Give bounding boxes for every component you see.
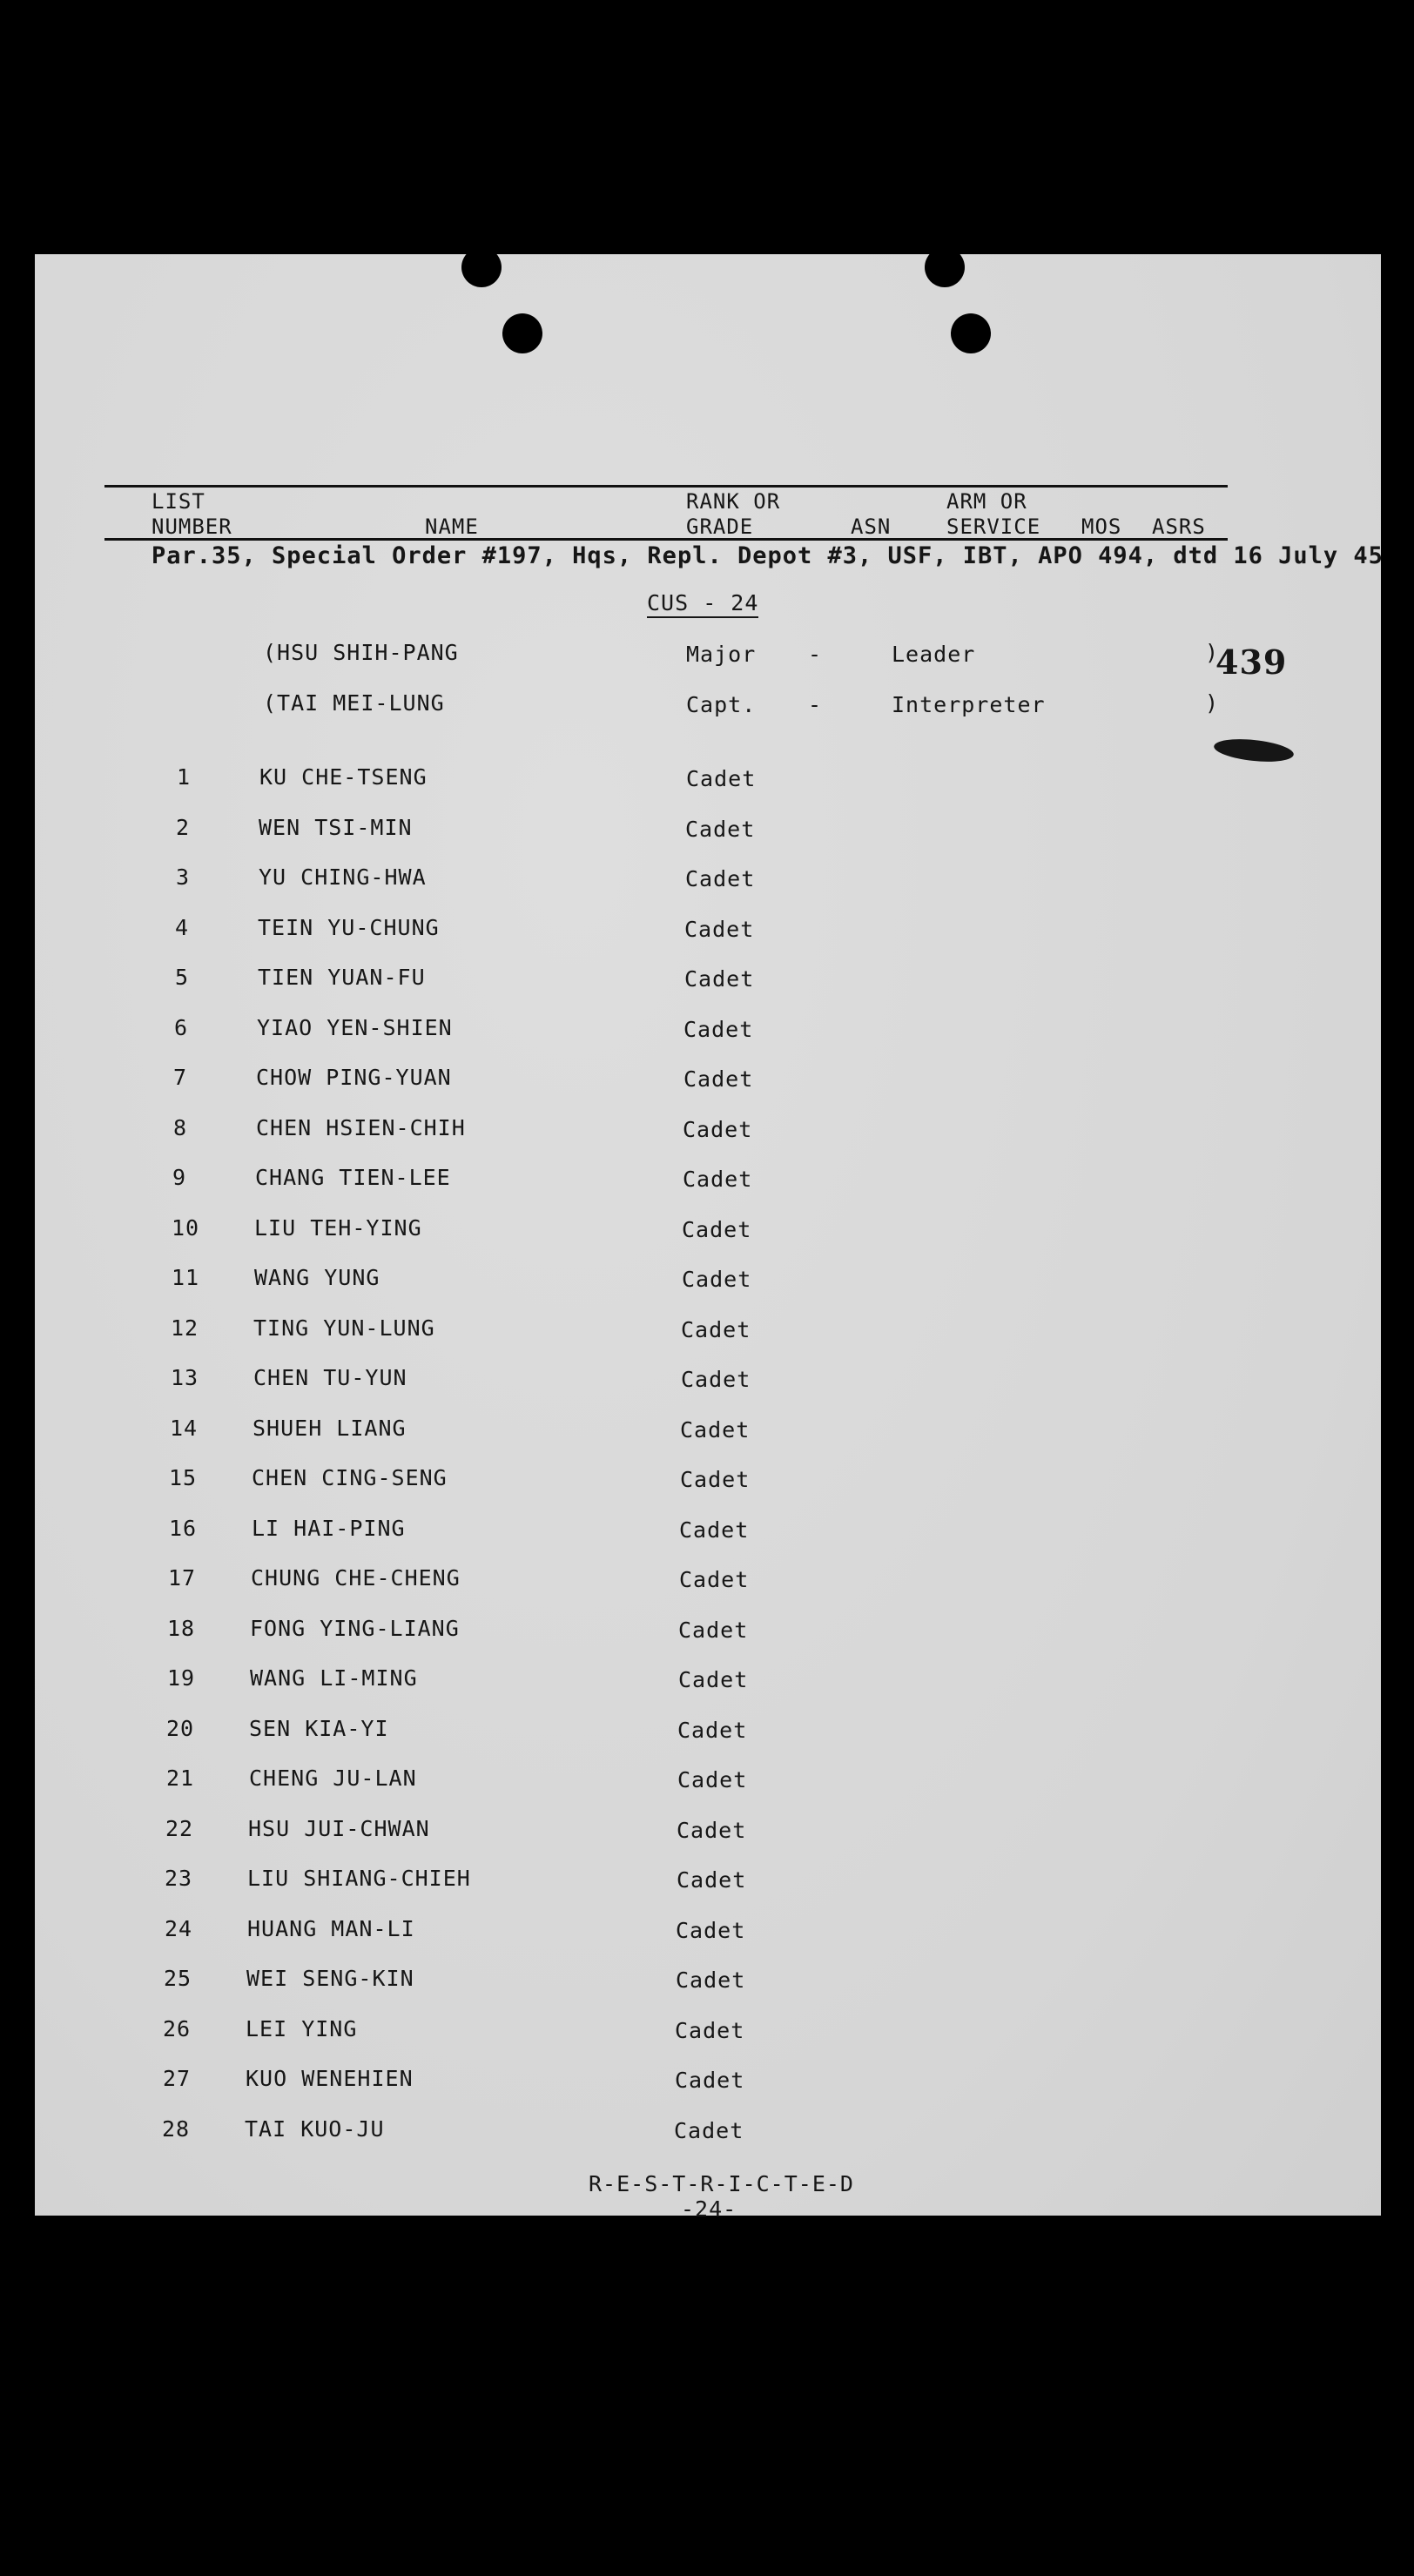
rank: Cadet bbox=[683, 1167, 753, 1192]
list-number: 25 bbox=[164, 1966, 192, 1991]
rank: Cadet bbox=[685, 866, 756, 891]
punch-hole-right-top bbox=[925, 247, 965, 287]
group-code: CUS - 24 bbox=[647, 590, 758, 618]
rank: Cadet bbox=[679, 1517, 750, 1543]
rank: Cadet bbox=[682, 1216, 752, 1242]
list-number: 11 bbox=[172, 1265, 200, 1290]
list-number: 23 bbox=[165, 1866, 193, 1891]
col-header-name: NAME bbox=[425, 515, 479, 539]
list-number: 7 bbox=[173, 1065, 188, 1090]
col-header-rank-or: RANK OR bbox=[686, 489, 781, 514]
col-header-asn: ASN bbox=[851, 515, 892, 539]
cadet-name: HUANG MAN-LI bbox=[247, 1915, 415, 1941]
list-number: 6 bbox=[174, 1014, 189, 1040]
col-header-grade: GRADE bbox=[686, 515, 754, 539]
list-number: 20 bbox=[166, 1715, 195, 1741]
col-header-service: SERVICE bbox=[946, 515, 1041, 539]
rank: Cadet bbox=[680, 1467, 751, 1492]
list-number: 13 bbox=[171, 1365, 199, 1390]
leader-service: Interpreter bbox=[892, 692, 1046, 717]
rank: Cadet bbox=[677, 1817, 747, 1843]
cadet-name: TING YUN-LUNG bbox=[253, 1315, 435, 1341]
cadet-name: LIU SHIANG-CHIEH bbox=[247, 1866, 471, 1891]
list-number: 2 bbox=[176, 814, 191, 840]
list-number: 5 bbox=[175, 965, 190, 990]
leader-bracket: ) bbox=[1205, 640, 1220, 665]
list-number: 28 bbox=[162, 2115, 191, 2142]
cadet-name: CHANG TIEN-LEE bbox=[255, 1165, 451, 1190]
cadet-name: CHUNG CHE-CHENG bbox=[251, 1565, 461, 1591]
col-header-mos: MOS bbox=[1081, 515, 1122, 539]
list-number: 4 bbox=[175, 914, 190, 940]
rank: Cadet bbox=[683, 1116, 753, 1142]
rank: Cadet bbox=[678, 1667, 749, 1692]
col-header-asrs: ASRS bbox=[1152, 515, 1206, 539]
list-number: 14 bbox=[170, 1415, 199, 1441]
rank: Cadet bbox=[679, 1567, 750, 1592]
cadet-name: WEN TSI-MIN bbox=[259, 814, 413, 840]
rank: Cadet bbox=[675, 2068, 745, 2093]
leader-rank: Capt. bbox=[686, 692, 757, 717]
list-number: 15 bbox=[169, 1465, 198, 1490]
col-header-arm-or: ARM OR bbox=[946, 489, 1027, 514]
list-number: 22 bbox=[165, 1815, 194, 1841]
list-number: 17 bbox=[168, 1565, 197, 1591]
cadet-name: WANG YUNG bbox=[254, 1265, 380, 1290]
punch-hole-right bbox=[951, 313, 991, 353]
rank: Cadet bbox=[675, 2017, 745, 2043]
cadet-name: KUO WENEHIEN bbox=[246, 2066, 414, 2091]
cadet-name: TIEN YUAN-FU bbox=[258, 965, 426, 990]
list-number: 10 bbox=[172, 1214, 200, 1241]
cadet-name: LI HAI-PING bbox=[252, 1515, 406, 1541]
page-number: -24- bbox=[681, 2196, 737, 2222]
leader-bracket: ) bbox=[1205, 690, 1220, 716]
cadet-name: TEIN YU-CHUNG bbox=[258, 914, 440, 940]
rank: Cadet bbox=[684, 966, 755, 992]
classification-marking: R-E-S-T-R-I-C-T-E-D bbox=[589, 2171, 854, 2196]
rank: Cadet bbox=[681, 1316, 751, 1342]
rank: Cadet bbox=[677, 1867, 747, 1893]
rank: Cadet bbox=[680, 1416, 751, 1443]
order-reference: Par.35, Special Order #197, Hqs, Repl. Depot #3, USF, IBT, APO 494, dtd 16 July 45 bbox=[152, 542, 1384, 569]
cadet-name: CHENG JU-LAN bbox=[249, 1766, 417, 1791]
leader-name: (TAI MEI-LUNG bbox=[263, 690, 445, 716]
leader-asn: - bbox=[808, 642, 823, 667]
list-number: 19 bbox=[167, 1665, 196, 1691]
rank: Cadet bbox=[677, 1767, 748, 1792]
list-number: 3 bbox=[176, 864, 191, 890]
cadet-name: CHOW PING-YUAN bbox=[256, 1065, 452, 1090]
cadet-name: CHEN CING-SENG bbox=[252, 1465, 448, 1490]
list-number: 12 bbox=[171, 1315, 199, 1341]
cadet-name: TAI KUO-JU bbox=[245, 2115, 385, 2142]
list-number: 26 bbox=[163, 2015, 192, 2041]
rank: Cadet bbox=[683, 1016, 754, 1042]
cadet-name: SHUEH LIANG bbox=[252, 1415, 407, 1441]
cadet-name: FONG YING-LIANG bbox=[250, 1615, 460, 1641]
list-number: 9 bbox=[172, 1165, 187, 1190]
cadet-name: YU CHING-HWA bbox=[259, 864, 427, 890]
leader-name: (HSU SHIH-PANG bbox=[263, 640, 459, 665]
rank: Cadet bbox=[685, 816, 756, 842]
rank: Cadet bbox=[674, 2117, 744, 2143]
rank: Cadet bbox=[683, 1066, 754, 1092]
cadet-name: SEN KIA-YI bbox=[249, 1715, 389, 1741]
rank: Cadet bbox=[677, 1717, 748, 1743]
leader-service: Leader bbox=[892, 642, 976, 667]
punch-hole-left-top bbox=[461, 247, 502, 287]
cadet-name: LIU TEH-YING bbox=[254, 1214, 422, 1241]
cadet-name: CHEN TU-YUN bbox=[253, 1365, 407, 1390]
list-number: 8 bbox=[173, 1114, 188, 1140]
cadet-name: KU CHE-TSENG bbox=[259, 764, 428, 790]
col-header-list: LIST bbox=[152, 489, 205, 514]
rank: Cadet bbox=[676, 1917, 746, 1943]
header-bottom-rule bbox=[104, 538, 1228, 541]
list-number: 27 bbox=[163, 2066, 192, 2091]
cadet-name: WEI SENG-KIN bbox=[246, 1966, 414, 1991]
rank: Cadet bbox=[678, 1617, 749, 1643]
rank: Cadet bbox=[681, 1367, 751, 1392]
rank: Cadet bbox=[682, 1267, 752, 1292]
cadet-name: CHEN HSIEN-CHIH bbox=[256, 1114, 466, 1140]
list-number: 24 bbox=[165, 1915, 193, 1941]
cadet-name: WANG LI-MING bbox=[250, 1665, 418, 1691]
rank: Cadet bbox=[686, 766, 757, 791]
cadet-name: LEI YING bbox=[246, 2015, 358, 2041]
rank: Cadet bbox=[676, 1967, 746, 1993]
cadet-name: HSU JUI-CHWAN bbox=[248, 1815, 430, 1841]
stamped-number: 439 bbox=[1215, 642, 1288, 682]
list-number: 21 bbox=[166, 1766, 195, 1791]
list-number: 1 bbox=[177, 764, 192, 790]
leader-asn: - bbox=[808, 692, 823, 717]
leader-rank: Major bbox=[686, 642, 757, 667]
list-number: 18 bbox=[167, 1615, 196, 1641]
punch-hole-left bbox=[502, 313, 542, 353]
header-top-rule bbox=[104, 485, 1228, 488]
rank: Cadet bbox=[684, 916, 755, 942]
list-number: 16 bbox=[169, 1515, 198, 1541]
col-header-number: NUMBER bbox=[152, 515, 232, 539]
cadet-name: YIAO YEN-SHIEN bbox=[257, 1014, 453, 1040]
